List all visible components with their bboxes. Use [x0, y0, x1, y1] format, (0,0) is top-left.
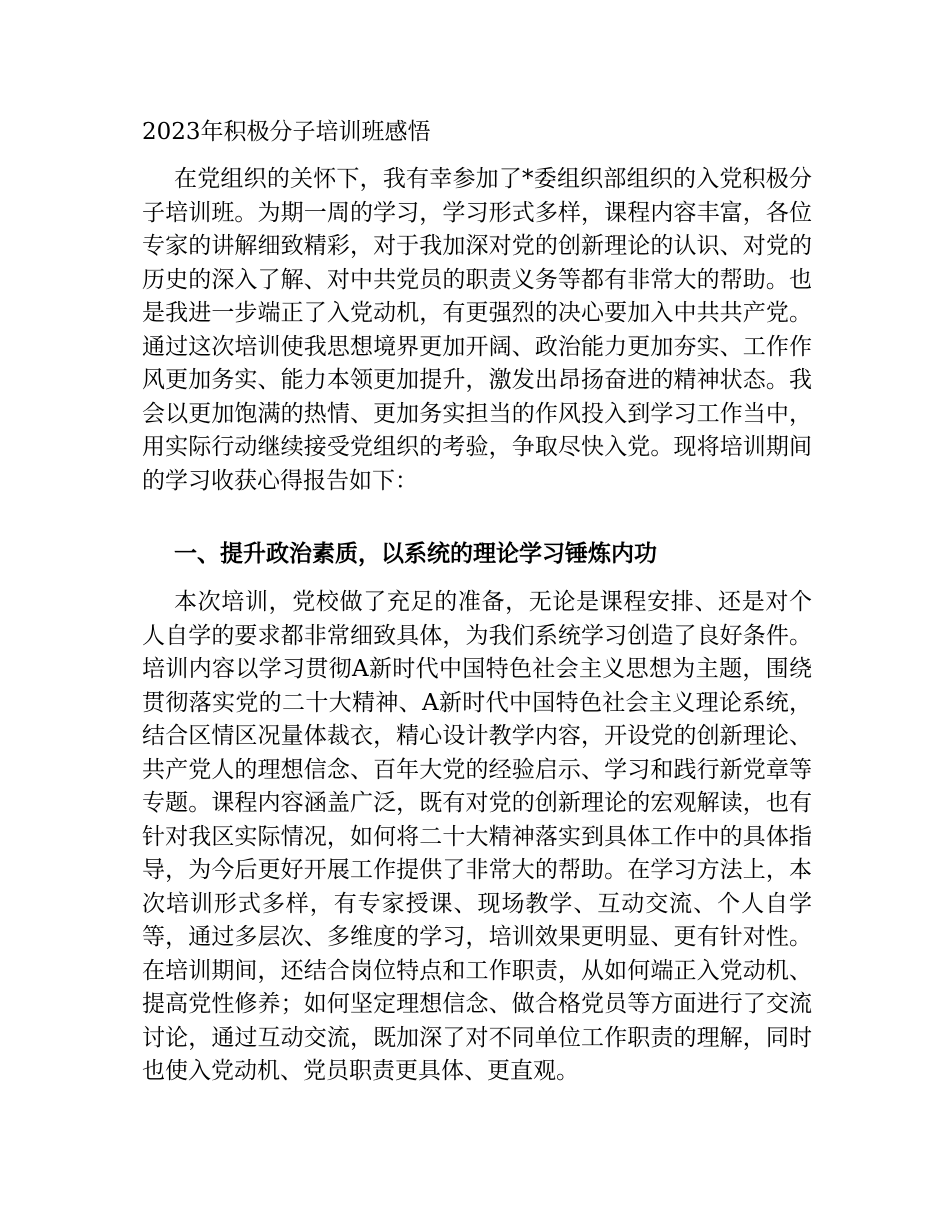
document-title: 2023年积极分子培训班感悟	[142, 119, 431, 145]
intro-paragraph: 在党组织的关怀下，我有幸参加了*委组织部组织的入党积极分子培训班。为期一周的学习，学习形式多样，课程内容丰富，各位专家的讲解细致精彩，对于我加深对党的创新理论的认识、对党的历史的深入了解、对中共党员的职责义务等都有非常大的帮助。也是我进一步端正了入党动机，有更强烈的决心要加入中共共产党。通过这次培训使我思想境界更加开阔、政治能力更加夯实、工作作风更加务实、能力本领更加提升，激发出昂扬奋进的精神状态。我会以更加饱满的热情、更加务实担当的作风投入到学习工作当中，用实际行动继续接受党组织的考验，争取尽快入党。现将培训期间的学习收获心得报告如下：	[142, 166, 812, 494]
section-paragraph: 本次培训，党校做了充足的准备，无论是课程安排、还是对个人自学的要求都非常细致具体，为我们系统学习创造了良好条件。培训内容以学习贯彻A新时代中国特色社会主义思想为主题，围绕贯彻落实党的二十大精神、A新时代中国特色社会主义理论系统，结合区情区况量体裁衣，精心设计教学内容，开设党的创新理论、共产党人的理想信念、百年大党的经验启示、学习和践行新党章等专题。课程内容涵盖广泛，既有对党的创新理论的宏观解读，也有针对我区实际情况，如何将二十大精神落实到具体工作中的具体指导，为今后更好开展工作提供了非常大的帮助。在学习方法上，本次培训形式多样，有专家授课、现场教学、互动交流、个人自学等，通过多层次、多维度的学习，培训效果更明显、更有针对性。在培训期间，还结合岗位特点和工作职责，从如何端正入党动机、提高党性修养；如何坚定理想信念、做合格党员等方面进行了交流讨论，通过互动交流，既加深了对不同单位工作职责的理解，同时也使入党动机、党员职责更具体、更直观。	[142, 589, 812, 1084]
section-heading: 一、提升政治素质，以系统的理论学习锤炼内功	[174, 540, 657, 567]
